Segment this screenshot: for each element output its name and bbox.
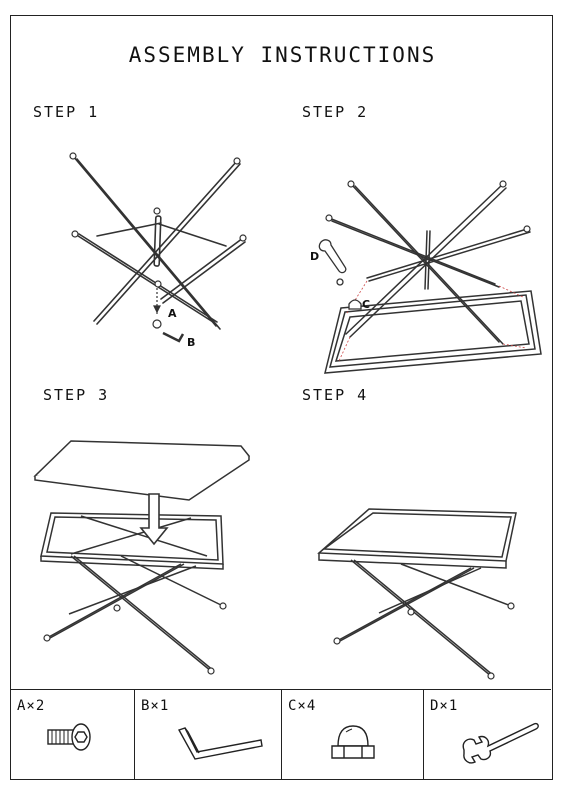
- part-a-label: A×2: [17, 698, 46, 714]
- step-4-label: STEP 4: [302, 386, 369, 404]
- step-4-illustration: [11, 16, 554, 686]
- cap-nut-icon: [282, 690, 424, 780]
- part-c-label: C×4: [288, 698, 317, 714]
- page-title: ASSEMBLY INSTRUCTIONS: [128, 43, 437, 67]
- part-b-cell: [135, 690, 282, 780]
- part-d-label: D×1: [430, 698, 459, 714]
- callout-a: A: [168, 307, 177, 320]
- step-2-label: STEP 2: [302, 103, 369, 121]
- screw-icon: [11, 690, 135, 780]
- step-3-label: STEP 3: [43, 386, 110, 404]
- callout-b: B: [187, 336, 196, 349]
- parts-list: [11, 689, 551, 780]
- part-d-cell: [424, 690, 551, 780]
- allen-key-icon: [135, 690, 282, 780]
- instruction-sheet: [10, 15, 553, 780]
- part-b-label: B×1: [141, 698, 170, 714]
- step-1-label: STEP 1: [33, 103, 100, 121]
- callout-d: D: [310, 250, 320, 263]
- part-a-cell: [11, 690, 135, 780]
- part-c-cell: [282, 690, 424, 780]
- wrench-icon: [424, 690, 551, 780]
- callout-c: C: [362, 298, 371, 311]
